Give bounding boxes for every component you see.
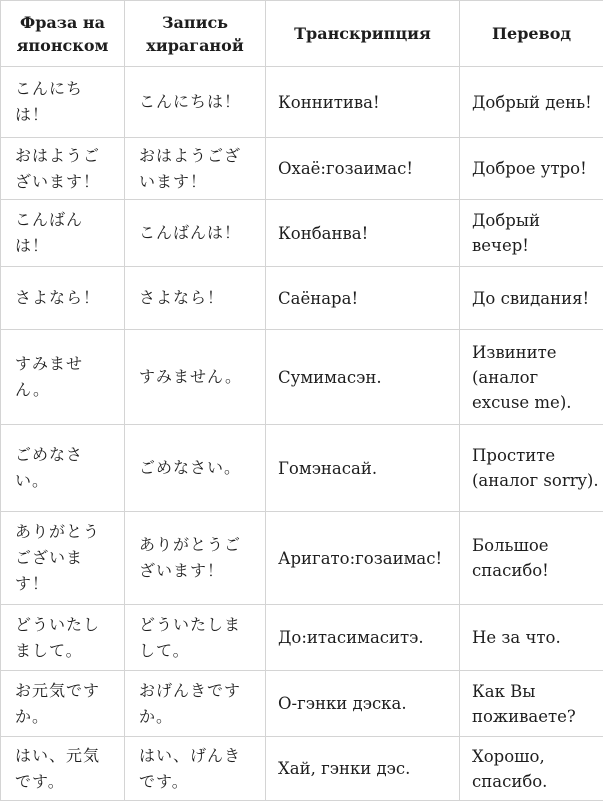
translation-cell: Добрый день! (460, 67, 603, 138)
phrase-cell: すみません。 (1, 330, 125, 425)
phrase-cell: こんにちは！ (1, 67, 125, 138)
translation-cell: Большое спасибо! (460, 512, 603, 605)
hiragana-cell: こんばんは！ (125, 200, 266, 267)
hiragana-cell: どういたしまして。 (125, 605, 266, 671)
phrase-cell: ごめなさい。 (1, 425, 125, 512)
translation-cell: Хорошо, спасибо. (460, 737, 603, 801)
phrase-cell: どういたしまして。 (1, 605, 125, 671)
transcription-cell: Охаё:гозаимас! (266, 138, 460, 200)
table-row (1, 737, 603, 801)
table-row (1, 138, 603, 200)
table-row (1, 605, 603, 671)
header-phrase-jp: Фраза на японском (1, 1, 125, 67)
hiragana-cell: すみません。 (125, 330, 266, 425)
hiragana-cell: おげんきですか。 (125, 671, 266, 737)
transcription-cell: Хай, гэнки дэс. (266, 737, 460, 801)
table-row (1, 671, 603, 737)
phrase-cell: さよなら！ (1, 267, 125, 330)
hiragana-cell: おはようございます！ (125, 138, 266, 200)
phrase-cell: おはようございます！ (1, 138, 125, 200)
header-translation: Перевод (460, 1, 603, 67)
transcription-cell: До:итасимаситэ. (266, 605, 460, 671)
phrase-cell: こんばんは！ (1, 200, 125, 267)
table-row (1, 200, 603, 267)
header-hiragana: Запись хираганой (125, 1, 266, 67)
phrase-cell: ありがとうございます！ (1, 512, 125, 605)
header-transcription: Транскрипция (266, 1, 460, 67)
translation-cell: До свидания! (460, 267, 603, 330)
table-row (1, 425, 603, 512)
translation-cell: Как Вы поживаете? (460, 671, 603, 737)
hiragana-cell: ありがとうございます！ (125, 512, 266, 605)
translation-cell: Добрый вечер! (460, 200, 603, 267)
transcription-cell: Саёнара! (266, 267, 460, 330)
phrase-cell: はい、元気です。 (1, 737, 125, 801)
hiragana-cell: はい、げんきです。 (125, 737, 266, 801)
header-row (1, 1, 603, 67)
translation-cell: Извините (аналог excuse me). (460, 330, 603, 425)
phrase-cell: お元気ですか。 (1, 671, 125, 737)
translation-cell: Простите (аналог sorry). (460, 425, 603, 512)
transcription-cell: Коннитива! (266, 67, 460, 138)
transcription-cell: Конбанва! (266, 200, 460, 267)
transcription-cell: Гомэнасай. (266, 425, 460, 512)
table-row (1, 330, 603, 425)
table-row (1, 512, 603, 605)
hiragana-cell: さよなら！ (125, 267, 266, 330)
table-row (1, 67, 603, 138)
table-row (1, 267, 603, 330)
transcription-cell: О-гэнки дэска. (266, 671, 460, 737)
translation-cell: Не за что. (460, 605, 603, 671)
transcription-cell: Аригато:гозаимас! (266, 512, 460, 605)
transcription-cell: Сумимасэн. (266, 330, 460, 425)
hiragana-cell: ごめなさい。 (125, 425, 266, 512)
hiragana-cell: こんにちは！ (125, 67, 266, 138)
translation-cell: Доброе утро! (460, 138, 603, 200)
